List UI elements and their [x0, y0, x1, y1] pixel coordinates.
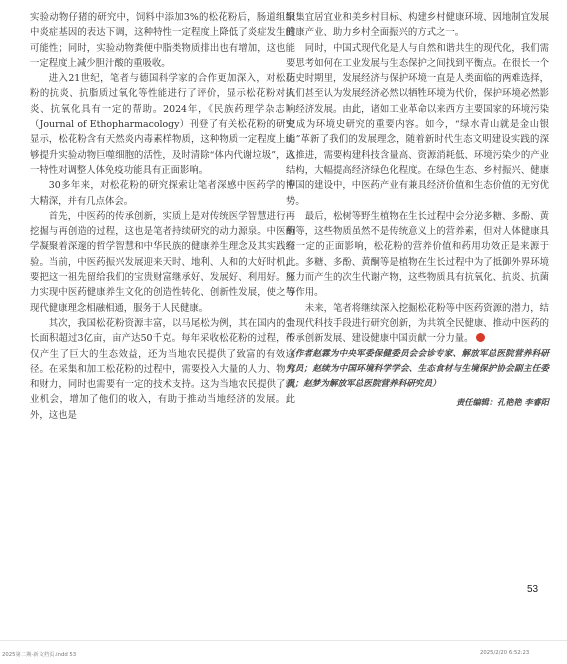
left-column [30, 10, 295, 423]
page-number: 53 [527, 584, 539, 595]
editor-credit: 责任编辑：孔艳艳 李睿阳 [456, 396, 549, 407]
footer-file-label: 2025第二期-新文档页.indd 53 [2, 652, 77, 658]
paragraph: 最后，松树等野生植物在生长过程中会分泌多糖、多酚、黄酮等，这些物质虽然不是传统意义上的营养素，但对人体健康具有一定的正面影响，松花粉的营养价值和药用功效正是来源于此。多糖、多酚、黄酮等是植物在生长过程中为了抵御外界环境压力而产生的次生代谢产物，这些物质具有抗氧化、抗炎、抗菌等作用。 [286, 210, 549, 299]
paragraph: 同时，中国式现代化是人与自然和谐共生的现代化，我们需要思考如何在工业发展与生态保护之间找到平衡点。在很长一个历史时期里，发展经济与保护环境一直是人类面临的两难选择，人们甚至认为发展经济必然以牺牲环境为代价，保护环境必然影响经济发展。由此，诸如工业革命以来西方主要国家的环境污染史成为环境史研究的重要内容。如今，“绿水青山就是金山银山”革新了我们的发展理念，随着新时代生态文明建设实践的深入推进，需要构建科技含量高、资源消耗低、环境污染少的产业结构，大幅提高经济绿色化程度。在绿色生态、乡村振兴、健康中国的建设中，中医药产业有兼具经济价值和生态价值的无穷优势。 [286, 42, 549, 207]
right-column [286, 10, 549, 410]
paragraph-continued: 聚集宜居宜业和美乡村目标、构建乡村健康环境、因地制宜发展健康产业、助力乡村全面振兴的方式之一。 [286, 12, 549, 39]
final-paragraph-text: 未来，笔者将继续深入挖掘松花粉等中医药资源的潜力，结合现代科技手段进行研究创新，为共筑全民健康、推动中医药的传承创新发展、建设健康中国贡献一分力量。 [286, 302, 549, 345]
paragraph-continued: 实验动物仔猪的研究中，饲料中添加3%的松花粉后，肠道组织中炎症基因的表达下调，这种特性一定程度上降低了炎症发生的可能性；同时，实验动物粪便中脂类物质排出也有增加，这也能一定程度上减少胆汁酸的重吸收。 [30, 12, 295, 69]
end-mark-icon [476, 333, 485, 342]
paragraph: 进入21世纪，笔者与德国科学家的合作更加深入，对松花粉的抗炎、抗脂质过氧化等性能进行了评价，显示松花粉对抗炎、抗氧化具有一定的帮助。2024年，《民族药理学杂志》（Journal of Ethopharmacology）刊登了有关松花粉的研究显示，松花粉含有天然炎内毒素样物质，这种物质一定程度上能够提升实验动物巨噬细胞的活性，及时清除“体内代谢垃圾”，这一特性对调整人体免疫功能具有正面影响。 [30, 73, 295, 176]
paragraph: 其次，我国松花粉资源丰富，以马尾松为例，其在国内的生长面积超过3亿亩，亩产达50千克。每年采收松花粉的过程，不仅产生了巨大的生态效益，还为当地农民提供了致富的有效途径。在采集和加工松花粉的过程中，需要投入大量的人力、物力和财力，同时也需要有一定的技术支持。这为当地农民提供了就业机会，增加了他们的收入，有助于推动当地经济的发展。此外，这也是 [30, 317, 295, 421]
footer-timestamp: 2025/2/20 6:52:23 [480, 650, 530, 656]
paragraph: 30多年来，对松花粉的研究探索让笔者深感中医药学的博大精深，并有几点体会。 [30, 180, 295, 207]
paragraph-final [286, 301, 549, 347]
footer-divider [0, 640, 567, 641]
paragraph: 首先，中医药的传承创新，实质上是对传统医学智慧进行再挖掘与再创造的过程，这也是笔者持续研究的动力源泉。中医药学凝聚着深邃的哲学智慧和中华民族的健康养生理念及其实践经验。当前，中医药振兴发展迎来天时、地利、人和的大好时机，要把这一祖先留给我们的宝贵财富继承好、发展好、利用好。努力实现中医药健康养生文化的创造性转化、创新性发展，使之与现代健康理念相融相通，服务于人民健康。 [30, 210, 295, 314]
author-note: （作者赵霖为中央军委保健委员会会诊专家、解放军总医院营养科研究员；赵续为中国环境科学学会、生态食材与生境保护协会副主任委员；赵梦为解放军总医院营养科研究员） [286, 348, 549, 389]
